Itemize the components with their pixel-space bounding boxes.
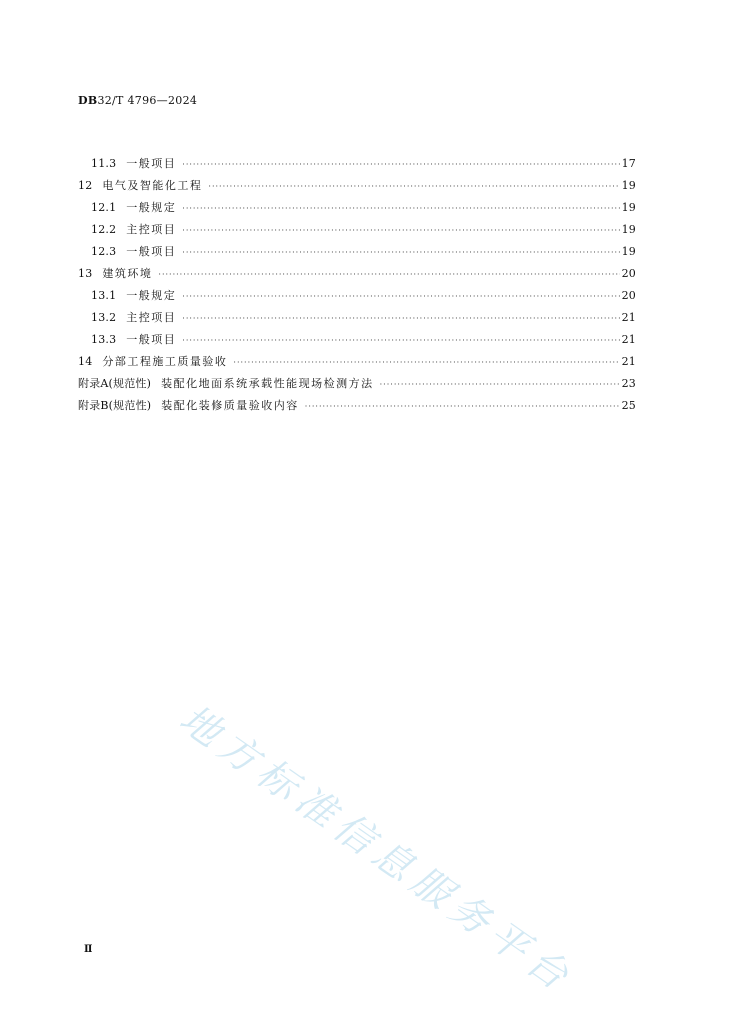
toc-entry-title: 装配化地面系统承载性能现场检测方法 bbox=[161, 377, 374, 390]
table-of-contents bbox=[78, 153, 636, 417]
toc-entry-title: 一般规定 bbox=[126, 289, 177, 302]
toc-entry-page: 23 bbox=[621, 377, 636, 390]
toc-entry-page: 21 bbox=[621, 311, 636, 324]
toc-entry-number: 13.1 bbox=[91, 289, 117, 302]
toc-entry[interactable] bbox=[78, 395, 636, 417]
toc-entry[interactable] bbox=[78, 373, 636, 395]
toc-dot-leader bbox=[182, 198, 619, 220]
watermark-text: 地方标准信息服务平台 bbox=[171, 696, 582, 1003]
toc-entry-number: 13.2 bbox=[91, 311, 117, 324]
toc-entry-number: 11.3 bbox=[91, 157, 117, 170]
toc-entry[interactable] bbox=[78, 175, 636, 197]
toc-entry[interactable] bbox=[78, 351, 636, 373]
toc-entry-number: 12.1 bbox=[91, 201, 117, 214]
toc-dot-leader bbox=[182, 330, 619, 352]
toc-entry[interactable] bbox=[78, 307, 636, 329]
toc-dot-leader bbox=[208, 176, 619, 198]
toc-entry-title: 主控项目 bbox=[126, 311, 177, 324]
toc-entry-title: 主控项目 bbox=[126, 223, 177, 236]
toc-entry-number: 12.3 bbox=[91, 245, 117, 258]
toc-entry-page: 19 bbox=[621, 179, 636, 192]
toc-entry-title: 分部工程施工质量验收 bbox=[102, 355, 228, 368]
toc-entry-page: 19 bbox=[621, 245, 636, 258]
toc-entry-title: 装配化装修质量验收内容 bbox=[161, 399, 299, 412]
toc-entry-number: 附录A(规范性) bbox=[78, 377, 152, 390]
toc-dot-leader bbox=[182, 308, 619, 330]
toc-entry-page: 21 bbox=[621, 355, 636, 368]
toc-dot-leader bbox=[182, 286, 619, 308]
toc-entry-title: 一般规定 bbox=[126, 201, 177, 214]
toc-entry-number: 14 bbox=[78, 355, 93, 368]
toc-entry[interactable] bbox=[78, 153, 636, 175]
toc-dot-leader bbox=[158, 264, 619, 286]
toc-entry-title: 一般项目 bbox=[126, 333, 177, 346]
toc-entry[interactable] bbox=[78, 241, 636, 263]
toc-dot-leader bbox=[182, 242, 619, 264]
toc-dot-leader bbox=[380, 374, 620, 396]
toc-entry-title: 电气及智能化工程 bbox=[102, 179, 203, 192]
toc-entry-number: 12 bbox=[78, 179, 93, 192]
toc-entry-page: 17 bbox=[621, 157, 636, 170]
toc-entry-page: 19 bbox=[621, 201, 636, 214]
standard-code-number: 32/T 4796—2024 bbox=[97, 94, 198, 107]
page-number: Ⅱ bbox=[84, 944, 93, 955]
toc-entry-page: 21 bbox=[621, 333, 636, 346]
toc-entry-number: 13.3 bbox=[91, 333, 117, 346]
toc-entry-title: 一般项目 bbox=[126, 245, 177, 258]
toc-entry-number: 12.2 bbox=[91, 223, 117, 236]
toc-entry-page: 25 bbox=[621, 399, 636, 412]
toc-dot-leader bbox=[182, 220, 619, 242]
toc-entry[interactable] bbox=[78, 197, 636, 219]
toc-entry-number: 13 bbox=[78, 267, 93, 280]
toc-dot-leader bbox=[305, 396, 620, 418]
toc-entry-page: 19 bbox=[621, 223, 636, 236]
toc-entry[interactable] bbox=[78, 329, 636, 351]
toc-dot-leader bbox=[182, 154, 619, 176]
toc-entry-page: 20 bbox=[621, 289, 636, 302]
toc-entry-page: 20 bbox=[621, 267, 636, 280]
toc-entry[interactable] bbox=[78, 263, 636, 285]
toc-dot-leader bbox=[233, 352, 619, 374]
toc-entry-title: 建筑环境 bbox=[102, 267, 153, 280]
toc-entry-number: 附录B(规范性) bbox=[78, 399, 152, 412]
page-header bbox=[78, 94, 197, 107]
toc-entry-title: 一般项目 bbox=[126, 157, 177, 170]
standard-code-prefix: DB bbox=[78, 94, 98, 107]
toc-entry[interactable] bbox=[78, 285, 636, 307]
toc-entry[interactable] bbox=[78, 219, 636, 241]
